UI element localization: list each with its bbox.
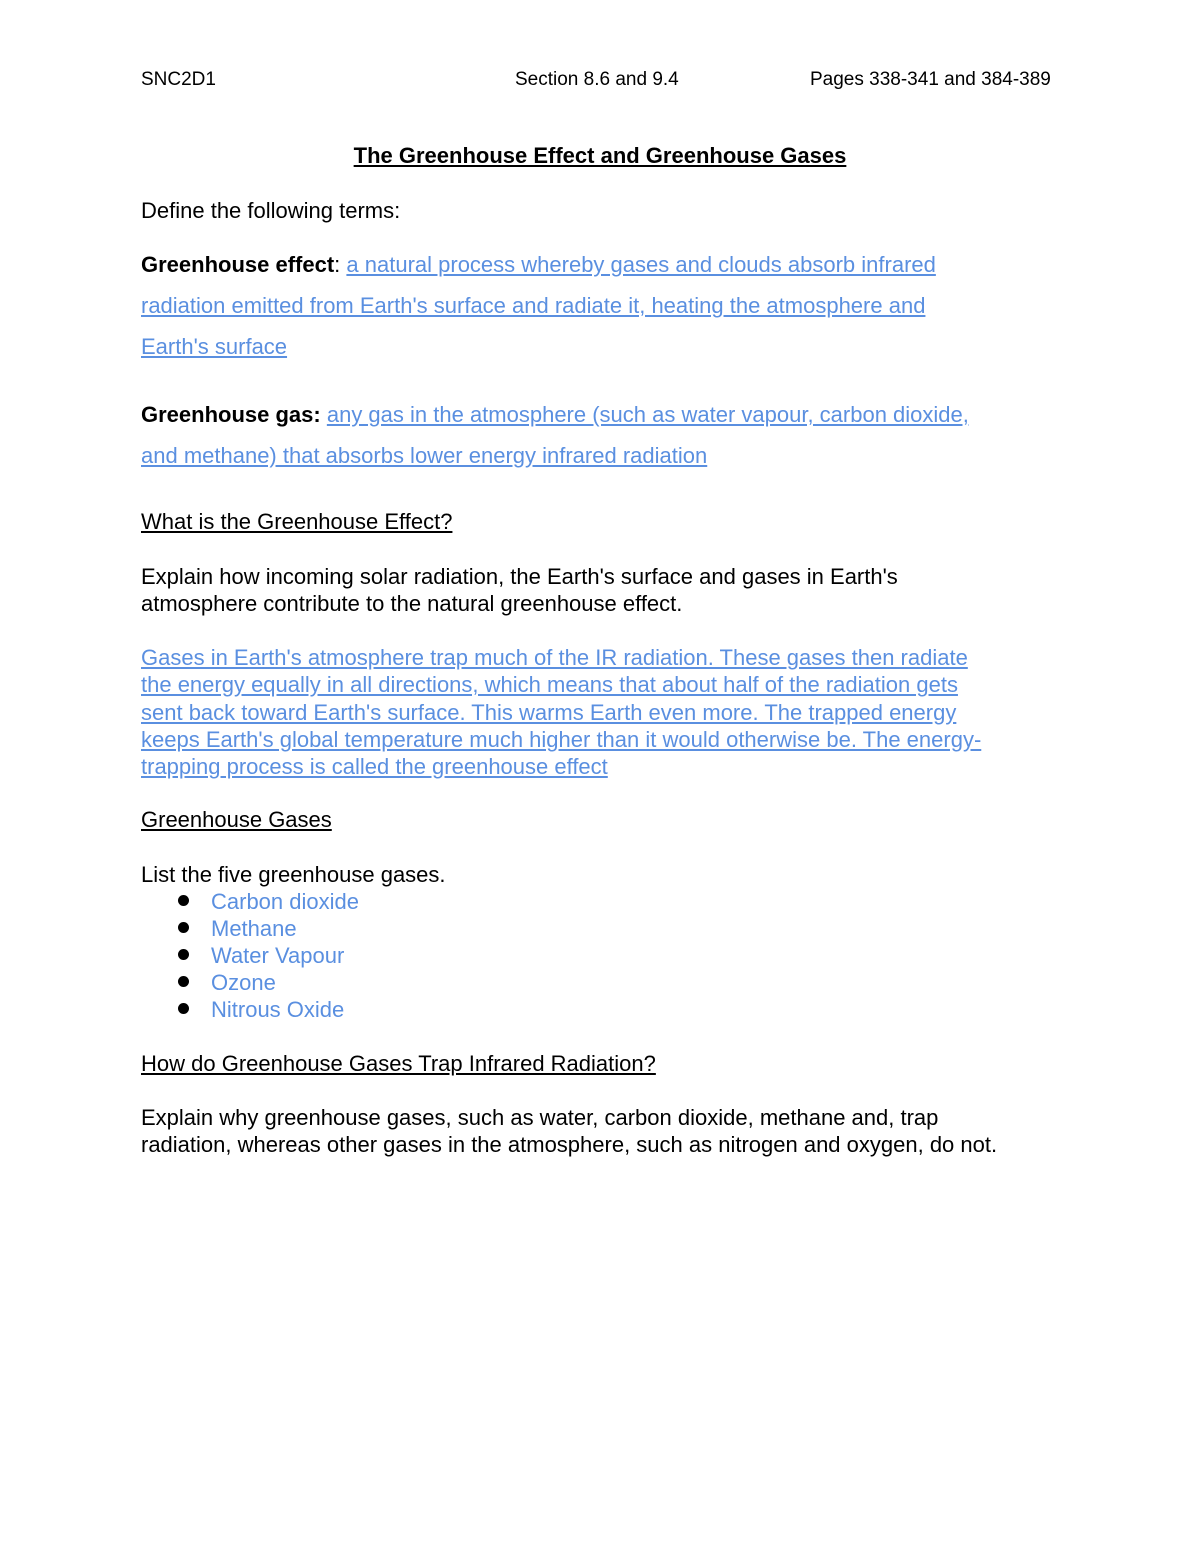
section-reference: Section 8.6 and 9.4 bbox=[515, 69, 679, 90]
page-reference: Pages 338-341 and 384-389 bbox=[810, 69, 1051, 90]
section-prompt-line: Explain why greenhouse gases, such as water, carbon dioxide, methane and, trap bbox=[141, 1105, 939, 1130]
list-item: Methane bbox=[211, 916, 297, 941]
course-code: SNC2D1 bbox=[141, 69, 216, 90]
bullet-icon bbox=[178, 922, 189, 933]
bullet-icon bbox=[178, 1003, 189, 1014]
answer-line: keeps Earth's global temperature much higher than it would otherwise be. The energy- bbox=[141, 727, 982, 752]
term-answer-line: and methane) that absorbs lower energy infrared radiation bbox=[141, 443, 708, 468]
section-prompt-line: Explain how incoming solar radiation, the Earth's surface and gases in Earth's bbox=[141, 564, 898, 589]
bullet-icon bbox=[178, 976, 189, 987]
term-label: Greenhouse effect bbox=[141, 252, 335, 277]
section-prompt-line: radiation, whereas other gases in the atmosphere, such as nitrogen and oxygen, do not. bbox=[141, 1132, 998, 1157]
section-heading-greenhouse-effect: What is the Greenhouse Effect? bbox=[141, 509, 453, 534]
bullet-icon bbox=[178, 949, 189, 960]
term-answer-line: Earth's surface bbox=[141, 334, 288, 359]
term-answer-line: a natural process whereby gases and clouds absorb infrared bbox=[346, 252, 936, 277]
term-greenhouse-gas bbox=[141, 402, 969, 428]
section-heading-greenhouse-gases: Greenhouse Gases bbox=[141, 807, 332, 832]
bullet-icon bbox=[178, 895, 189, 906]
list-prompt: List the five greenhouse gases. bbox=[141, 862, 446, 887]
page-title: The Greenhouse Effect and Greenhouse Gases bbox=[353, 143, 847, 168]
section-heading-trap-infrared: How do Greenhouse Gases Trap Infrared Radiation? bbox=[141, 1051, 656, 1076]
list-item: Ozone bbox=[211, 970, 276, 995]
section-prompt-line: atmosphere contribute to the natural greenhouse effect. bbox=[141, 591, 683, 616]
list-item: Water Vapour bbox=[211, 943, 345, 968]
answer-line: Gases in Earth's atmosphere trap much of the IR radiation. These gases then radiate bbox=[141, 645, 968, 670]
term-label: Greenhouse gas: bbox=[141, 402, 321, 427]
define-prompt: Define the following terms: bbox=[141, 198, 401, 223]
list-item: Nitrous Oxide bbox=[211, 997, 345, 1022]
term-separator: : bbox=[334, 252, 347, 277]
answer-line: sent back toward Earth's surface. This warms Earth even more. The trapped energy bbox=[141, 700, 957, 725]
term-answer-line: radiation emitted from Earth's surface and radiate it, heating the atmosphere and bbox=[141, 293, 926, 318]
term-greenhouse-effect bbox=[141, 252, 936, 278]
answer-line: trapping process is called the greenhouse effect bbox=[141, 754, 608, 779]
list-item: Carbon dioxide bbox=[211, 889, 359, 914]
term-answer-line: any gas in the atmosphere (such as water vapour, carbon dioxide, bbox=[326, 402, 969, 427]
answer-line: the energy equally in all directions, which means that about half of the radiation gets bbox=[141, 672, 958, 697]
